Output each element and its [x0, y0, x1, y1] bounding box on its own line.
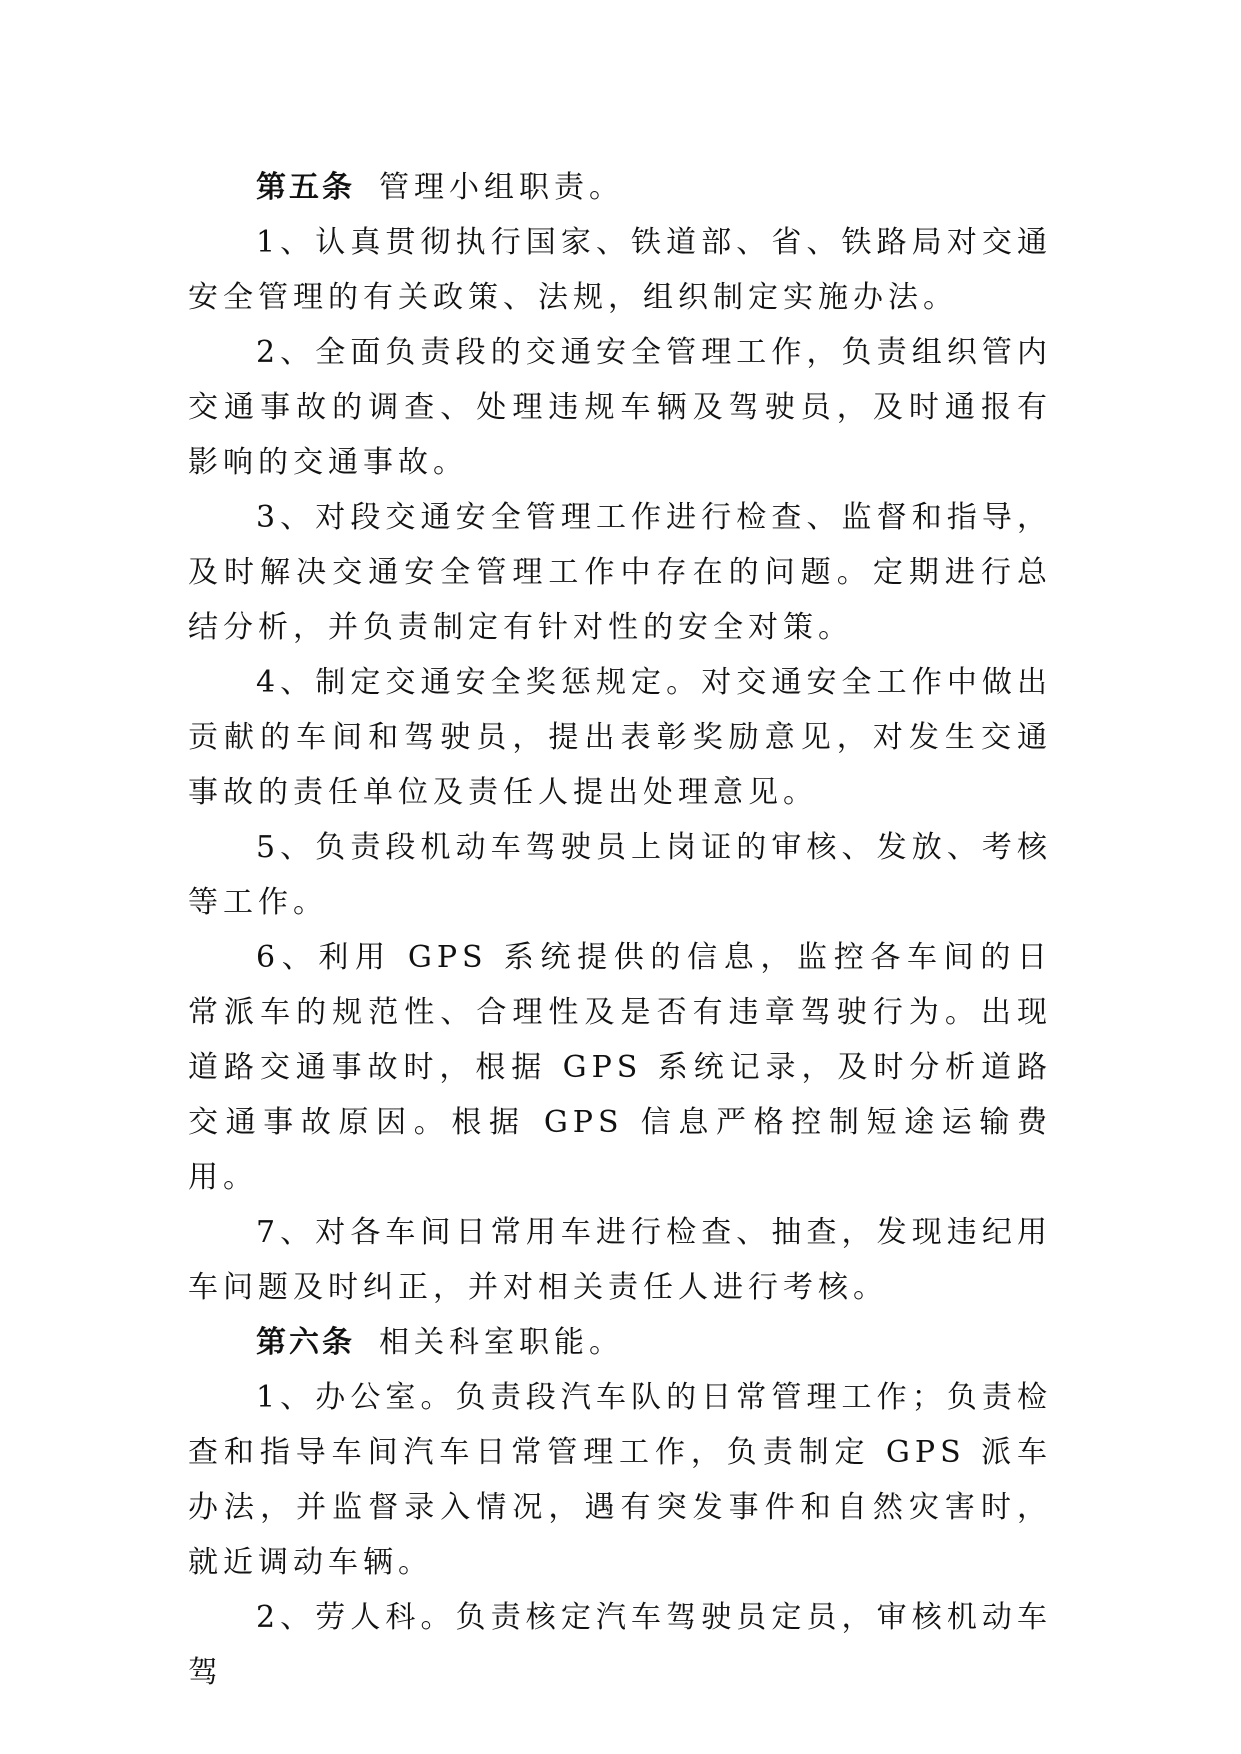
list-item: 5、负责段机动车驾驶员上岗证的审核、发放、考核等工作。 [188, 830, 1052, 920]
article-heading-5 [188, 160, 1052, 215]
article-title: 管理小组职责。 [379, 170, 624, 205]
list-item: 4、制定交通安全奖惩规定。对交通安全工作中做出贡献的车间和驾驶员，提出表彰奖励意见，对发生交通事故的责任单位及责任人提出处理意见。 [188, 665, 1052, 810]
article-number: 第五条 [256, 170, 355, 205]
article-heading-6 [188, 1315, 1052, 1370]
list-item: 2、全面负责段的交通安全管理工作，负责组织管内交通事故的调查、处理违规车辆及驾驶员，及时通报有影响的交通事故。 [188, 335, 1052, 480]
document-body [188, 160, 1052, 1700]
list-item: 1、认真贯彻执行国家、铁道部、省、铁路局对交通安全管理的有关政策、法规，组织制定实施办法。 [188, 225, 1052, 315]
list-item: 6、利用 GPS 系统提供的信息，监控各车间的日常派车的规范性、合理性及是否有违章驾驶行为。出现道路交通事故时，根据 GPS 系统记录，及时分析道路交通事故原因。根据 GPS 信息严格控制短途运输费用。 [188, 940, 1052, 1195]
list-item: 2、劳人科。负责核定汽车驾驶员定员，审核机动车驾 [188, 1600, 1052, 1690]
article-number: 第六条 [256, 1325, 355, 1360]
list-item: 7、对各车间日常用车进行检查、抽查，发现违纪用车问题及时纠正，并对相关责任人进行考核。 [188, 1215, 1052, 1305]
list-item: 3、对段交通安全管理工作进行检查、监督和指导，及时解决交通安全管理工作中存在的问题。定期进行总结分析，并负责制定有针对性的安全对策。 [188, 500, 1052, 645]
list-item: 1、办公室。负责段汽车队的日常管理工作；负责检查和指导车间汽车日常管理工作，负责制定 GPS 派车办法，并监督录入情况，遇有突发事件和自然灾害时，就近调动车辆。 [188, 1380, 1052, 1580]
article-title: 相关科室职能。 [379, 1325, 624, 1360]
